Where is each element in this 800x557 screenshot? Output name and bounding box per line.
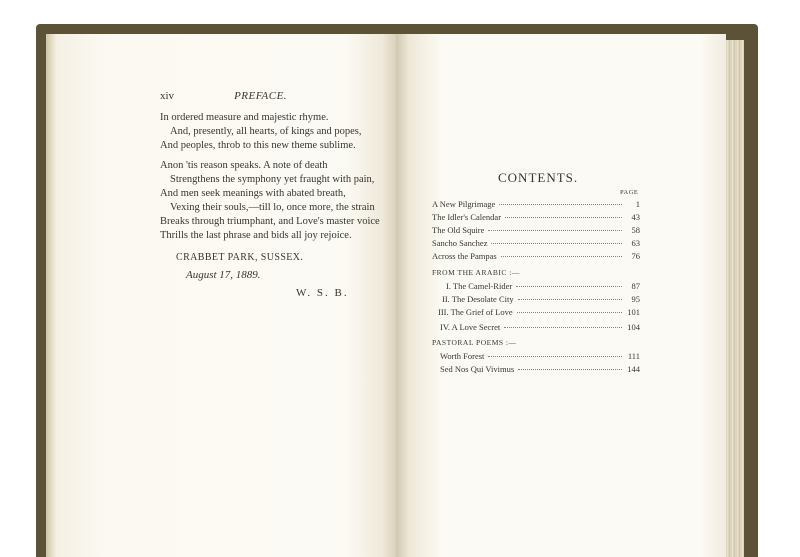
toc-entry-page: 1 xyxy=(635,199,640,209)
toc-entry-title: Across the Pampas xyxy=(432,251,497,261)
toc-entry[interactable] xyxy=(440,351,640,361)
toc-entry[interactable] xyxy=(440,364,640,374)
toc-entry-page: 87 xyxy=(631,281,640,291)
leader-dots xyxy=(504,327,622,328)
toc-entry-page: 58 xyxy=(631,225,640,235)
signature-place: CRABBET PARK, SUSSEX. xyxy=(176,252,304,263)
leader-dots xyxy=(499,204,622,205)
section-heading-pastoral: PASTORAL POEMS :— xyxy=(432,338,517,347)
toc-entry[interactable] xyxy=(432,225,640,235)
poem-line: Breaks through triumphant, and Love's master voice xyxy=(160,216,380,227)
toc-entry[interactable] xyxy=(440,322,640,332)
toc-entry-title: III. The Grief of Love xyxy=(438,307,513,317)
running-head xyxy=(160,90,287,102)
poem-line: Vexing their souls,—till lo, once more, the strain xyxy=(170,202,375,213)
leader-dots xyxy=(516,286,622,287)
toc-entry-page: 95 xyxy=(631,294,640,304)
toc-entry[interactable] xyxy=(432,251,640,261)
page-number: xiv xyxy=(160,90,175,102)
toc-entry-title: Sancho Sanchez xyxy=(432,238,488,248)
signature-date: August 17, 1889. xyxy=(186,269,261,281)
toc-entry-title: I. The Camel-Rider xyxy=(446,281,513,291)
leader-dots xyxy=(518,369,622,370)
leader-dots xyxy=(501,256,622,257)
toc-entry-page: 104 xyxy=(627,322,640,332)
section-heading-arabic: FROM THE ARABIC :— xyxy=(432,268,520,277)
toc-entry-title: Worth Forest xyxy=(440,351,485,361)
toc-entry-title: IV. A Love Secret xyxy=(440,322,501,332)
right-page-edge xyxy=(726,40,744,557)
toc-entry-page: 144 xyxy=(627,364,640,374)
poem-line: In ordered measure and majestic rhyme. xyxy=(160,112,329,123)
toc-entry[interactable] xyxy=(432,212,640,222)
leader-dots xyxy=(488,356,622,357)
toc-entry[interactable] xyxy=(432,238,640,248)
toc-entry-page: 111 xyxy=(627,351,640,361)
toc-entry-page: 63 xyxy=(631,238,640,248)
toc-entry-page: 101 xyxy=(627,307,640,317)
toc-entry[interactable] xyxy=(438,307,640,317)
leader-dots xyxy=(517,312,622,313)
toc-entry-page: 43 xyxy=(631,212,640,222)
leader-dots xyxy=(491,243,622,244)
toc-entry[interactable] xyxy=(446,281,640,291)
toc-entry[interactable] xyxy=(432,199,640,209)
toc-entry-title: II. The Desolate City xyxy=(442,294,514,304)
toc-entry-title: The Idler's Calendar xyxy=(432,212,502,222)
poem-line: Thrills the last phrase and bids all joy rejoice. xyxy=(160,230,352,241)
leader-dots xyxy=(488,230,622,231)
page-column-header: PAGE xyxy=(620,189,639,196)
toc-entry-title: Sed Nos Qui Vivimus xyxy=(440,364,515,374)
leader-dots xyxy=(518,299,622,300)
poem-line: Strengthens the symphony yet fraught with pain, xyxy=(170,174,375,185)
contents-title: CONTENTS. xyxy=(498,170,579,185)
toc-entry-title: A New Pilgrimage xyxy=(432,199,496,209)
poem-line: And peoples, throb to this new theme sublime. xyxy=(160,140,356,151)
toc-entry-title: The Old Squire xyxy=(432,225,485,235)
toc-entry[interactable] xyxy=(442,294,640,304)
signature-initials: W. S. B. xyxy=(296,287,349,299)
running-title: PREFACE. xyxy=(234,90,288,102)
poem-line: Anon 'tis reason speaks. A note of death xyxy=(160,160,328,171)
leader-dots xyxy=(505,217,622,218)
poem-line: And men seek meanings with abated breath, xyxy=(160,188,346,199)
toc-entry-page: 76 xyxy=(631,251,640,261)
left-page-edge xyxy=(46,34,56,557)
poem-line: And, presently, all hearts, of kings and popes, xyxy=(170,126,362,137)
